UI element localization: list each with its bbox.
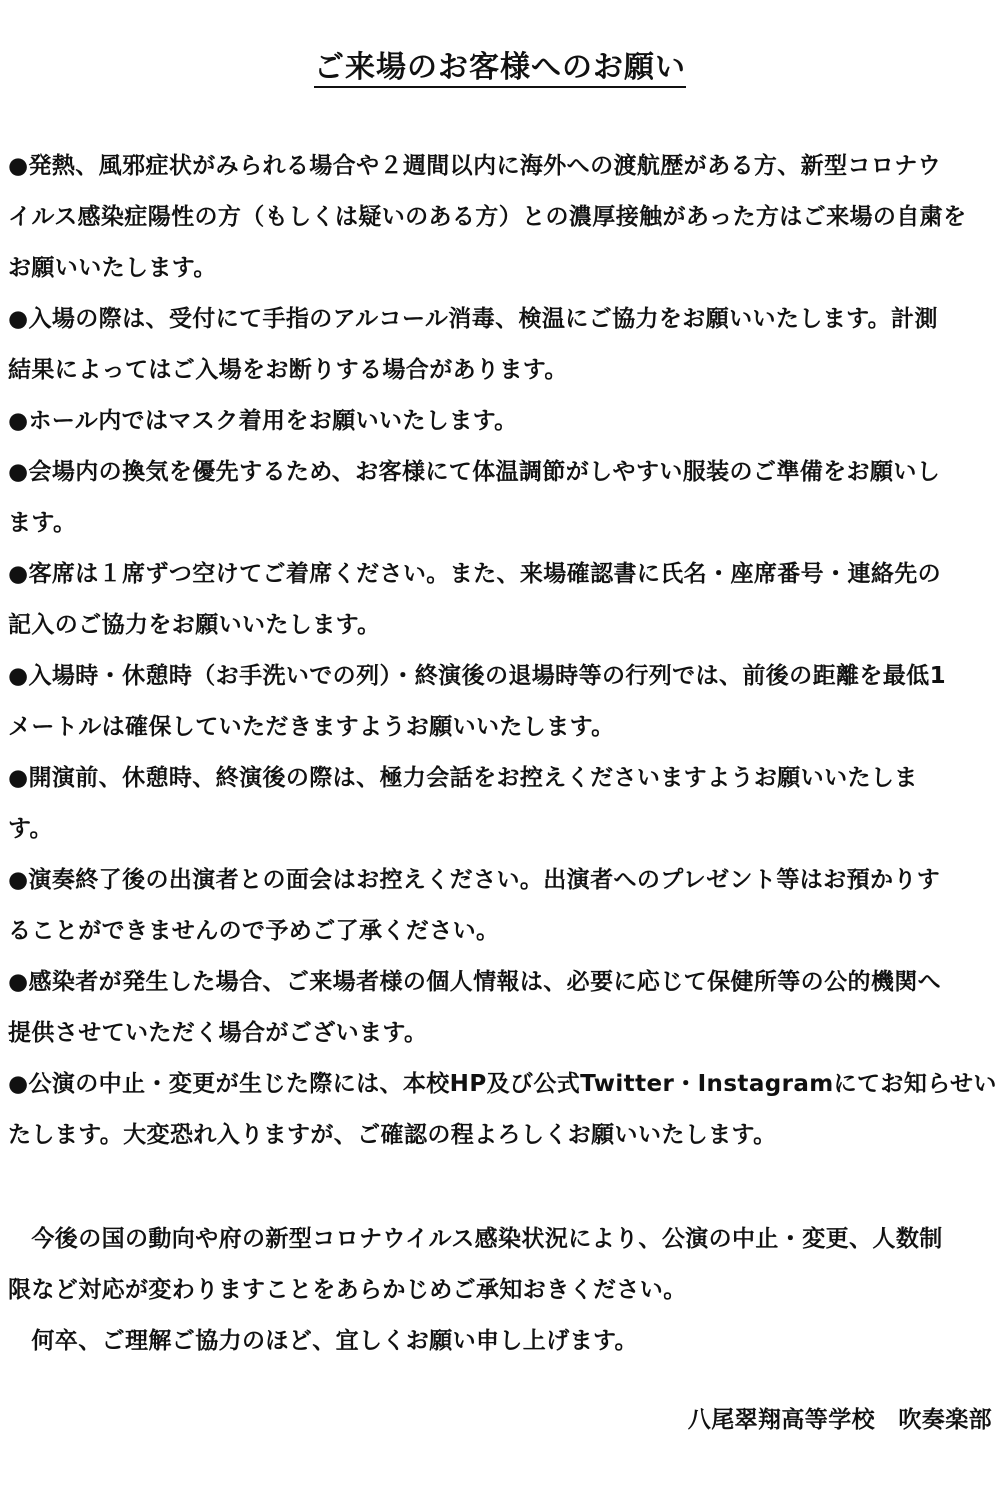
- request-item-4-line-1: ●会場内の換気を優先するため、お客様にて体温調節がしやすい服装のご準備をお願いし: [8, 459, 941, 485]
- closing-line-3: 何卒、ご理解ご協力のほど、宜しくお願い申し上げます。: [8, 1328, 638, 1354]
- request-item-1-line-2: イルス感染症陽性の方（もしくは疑いのある方）との濃厚接触があった方はご来場の自粛を: [8, 204, 967, 230]
- request-item-10-line-2: たします。大変恐れ入りますが、ご確認の程よろしくお願いいたします。: [8, 1122, 777, 1148]
- page-title: [0, 48, 1000, 88]
- request-item-3-line-1: ●ホール内ではマスク着用をお願いいたします。: [8, 408, 518, 434]
- closing-line-1: 今後の国の動向や府の新型コロナウイルス感染状況により、公演の中止・変更、人数制: [8, 1226, 943, 1252]
- request-item-1-line-1: ●発熱、風邪症状がみられる場合や２週間以内に海外への渡航歴がある方、新型コロナウ: [8, 153, 942, 179]
- request-item-6-line-1: ●入場時・休憩時（お手洗いでの列）・終演後の退場時等の行列では、前後の距離を最低1: [8, 663, 946, 689]
- request-item-2-line-1: ●入場の際は、受付にて手指のアルコール消毒、検温にご協力をお願いいたします。計測: [8, 306, 938, 332]
- request-item-8-line-1: ●演奏終了後の出演者との面会はお控えください。出演者へのプレゼント等はお預かりす: [8, 867, 941, 893]
- page-title-text: ご来場のお客様へのお願い: [314, 50, 686, 88]
- request-item-7-line-2: す。: [8, 816, 53, 842]
- request-item-4-line-2: ます。: [8, 510, 77, 536]
- request-item-6-line-2: メートルは確保していただきますようお願いいたします。: [8, 714, 615, 740]
- request-item-9-line-1: ●感染者が発生した場合、ご来場者様の個人情報は、必要に応じて保健所等の公的機関へ: [8, 969, 942, 995]
- request-item-10-line-1: ●公演の中止・変更が生じた際には、本校HP及び公式Twitter・Instagramにてお知らせい: [8, 1071, 997, 1097]
- request-list: [8, 141, 997, 1161]
- request-item-2-line-2: 結果によってはご入場をお断りする場合があります。: [8, 357, 568, 383]
- request-item-7-line-1: ●開演前、休憩時、終演後の際は、極力会話をお控えくださいますようお願いいたしま: [8, 765, 918, 791]
- request-item-9-line-2: 提供させていただく場合がございます。: [8, 1020, 428, 1046]
- closing-line-2: 限など対応が変わりますことをあらかじめご承知おきください。: [8, 1277, 687, 1303]
- signature: 八尾翠翔高等学校 吹奏楽部: [687, 1407, 992, 1433]
- request-item-8-line-2: ることができませんので予めご了承ください。: [8, 918, 500, 944]
- request-item-5-line-2: 記入のご協力をお願いいたします。: [8, 612, 381, 638]
- request-item-1-line-3: お願いいたします。: [8, 255, 217, 281]
- closing-paragraph: [8, 1214, 992, 1367]
- request-item-5-line-1: ●客席は１席ずつ空けてご着席ください。また、来場確認書に氏名・座席番号・連絡先の: [8, 561, 942, 587]
